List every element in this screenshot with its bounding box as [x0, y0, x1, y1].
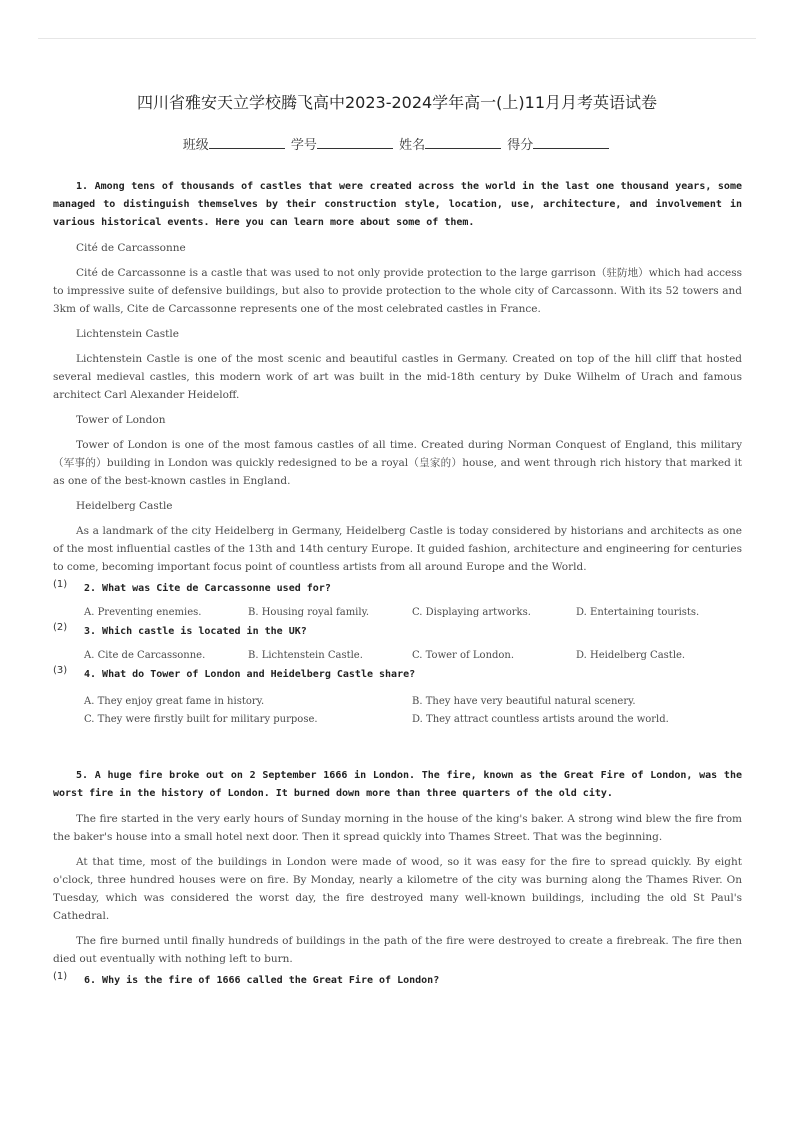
class-label: 班级	[182, 138, 209, 153]
option-c[interactable]: C. Tower of London.	[412, 650, 515, 661]
question-number: (1)	[53, 971, 68, 982]
question-number: (3)	[53, 665, 68, 676]
score-label: 得分	[507, 138, 534, 153]
top-rule	[38, 38, 756, 39]
option-grid	[84, 693, 742, 729]
question-item	[53, 971, 742, 995]
question-item	[53, 665, 742, 689]
passage1-para-lichtenstein: Lichtenstein Castle is one of the most scenic and beautiful castles in Germany. Created on top of the hill cliff that hosted several medieval castles, this modern work of art was built in the mid-18th century by Duke Wilhelm of Urach and famous architect Carl Alexander Heideloff.	[53, 353, 742, 401]
option-c[interactable]: C. They were firstly built for military purpose.	[84, 714, 318, 725]
question-text: 2. What was Cite de Carcassonne used for?	[84, 583, 331, 594]
option-a[interactable]: A. Cite de Carcassonne.	[84, 650, 206, 661]
option-row	[84, 607, 742, 618]
option-d[interactable]: D. They attract countless artists around the world.	[412, 714, 669, 725]
score-blank[interactable]	[533, 136, 609, 149]
name-label: 姓名	[399, 138, 426, 153]
passage1-intro: 1. Among tens of thousands of castles that were created across the world in the last one thousand years, some managed to distinguish themselves by their construction style, location, use, architecture, and involvement in various historical events. Here you can learn more about some of them.	[53, 181, 742, 228]
passage2-para-1: The fire started in the very early hours of Sunday morning in the house of the king's baker. A strong wind blew the fire from the baker's house into a small hotel next door. Then it spread quickly into Thames Street. That was the beginning.	[53, 813, 742, 843]
option-d[interactable]: D. Entertaining tourists.	[576, 607, 700, 618]
question-text: 6. Why is the fire of 1666 called the Great Fire of London?	[84, 975, 440, 986]
name-blank[interactable]	[425, 136, 501, 149]
exam-content	[53, 178, 742, 995]
passage1-para-tower: Tower of London is one of the most famous castles of all time. Created during Norman Conquest of England, this military（军事的）building in London was quickly redesigned to be a royal（皇家的）house, and went through rich history that marked it as one of the best-known castles in England.	[53, 439, 742, 487]
class-blank[interactable]	[209, 136, 285, 149]
passage2-para-2: At that time, most of the buildings in London were made of wood, so it was easy for the fire to spread quickly. By eight o'clock, three hundred houses were on fire. By Monday, nearly a kilometre of the city was burning along the Thames River. On Tuesday, which was considered the worst day, the fire destroyed many well-known buildings, including the old St Paul's Cathedral.	[53, 856, 742, 922]
question-item	[53, 622, 742, 646]
student-info-line	[0, 134, 794, 153]
question-number: (2)	[53, 622, 68, 633]
passage2-para-3: The fire burned until finally hundreds of buildings in the path of the fire were destroyed to create a firebreak. The fire then died out eventually with nothing left to burn.	[53, 935, 742, 965]
question-item	[53, 579, 742, 603]
option-b[interactable]: B. They have very beautiful natural scenery.	[412, 696, 636, 707]
id-blank[interactable]	[317, 136, 393, 149]
option-a[interactable]: A. They enjoy great fame in history.	[84, 696, 265, 707]
option-d[interactable]: D. Heidelberg Castle.	[576, 650, 686, 661]
section-gap	[53, 737, 742, 767]
passage1-heading-carcassonne: Cité de Carcassonne	[76, 242, 186, 254]
option-a[interactable]: A. Preventing enemies.	[84, 607, 202, 618]
passage2-intro: 5. A huge fire broke out on 2 September 1666 in London. The fire, known as the Great Fire of London, was the worst fire in the history of London. It burned down more than three quarters of the old city.	[53, 770, 742, 799]
option-row	[84, 650, 742, 661]
id-label: 学号	[290, 138, 317, 153]
passage1-para-heidelberg: As a landmark of the city Heidelberg in Germany, Heidelberg Castle is today considered by historians and architects as one of the most influential castles of the 13th and 14th century Europe. It guided fashion, architecture and engineering for centuries to come, becoming important focus point of countless artists from all around Europe and the World.	[53, 525, 742, 573]
option-c[interactable]: C. Displaying artworks.	[412, 607, 531, 618]
passage1-heading-lichtenstein: Lichtenstein Castle	[76, 328, 179, 340]
option-b[interactable]: B. Housing royal family.	[248, 607, 370, 618]
question-text: 3. Which castle is located in the UK?	[84, 626, 307, 637]
option-b[interactable]: B. Lichtenstein Castle.	[248, 650, 363, 661]
question-number: (1)	[53, 579, 68, 590]
question-text: 4. What do Tower of London and Heidelberg Castle share?	[84, 669, 416, 680]
passage1-heading-tower: Tower of London	[76, 414, 166, 426]
passage1-heading-heidelberg: Heidelberg Castle	[76, 500, 173, 512]
passage1-para-carcassonne: Cité de Carcassonne is a castle that was used to not only provide protection to the large garrison（驻防地）which had access to impressive suite of defensive buildings, but also to provide protection to the whole city of Carcassonn. With its 52 towers and 3km of walls, Cite de Carcassonne represents one of the most celebrated castles in France.	[53, 267, 742, 315]
page-title: 四川省雅安天立学校腾飞高中2023-2024学年高一(上)11月月考英语试卷	[136, 93, 658, 112]
